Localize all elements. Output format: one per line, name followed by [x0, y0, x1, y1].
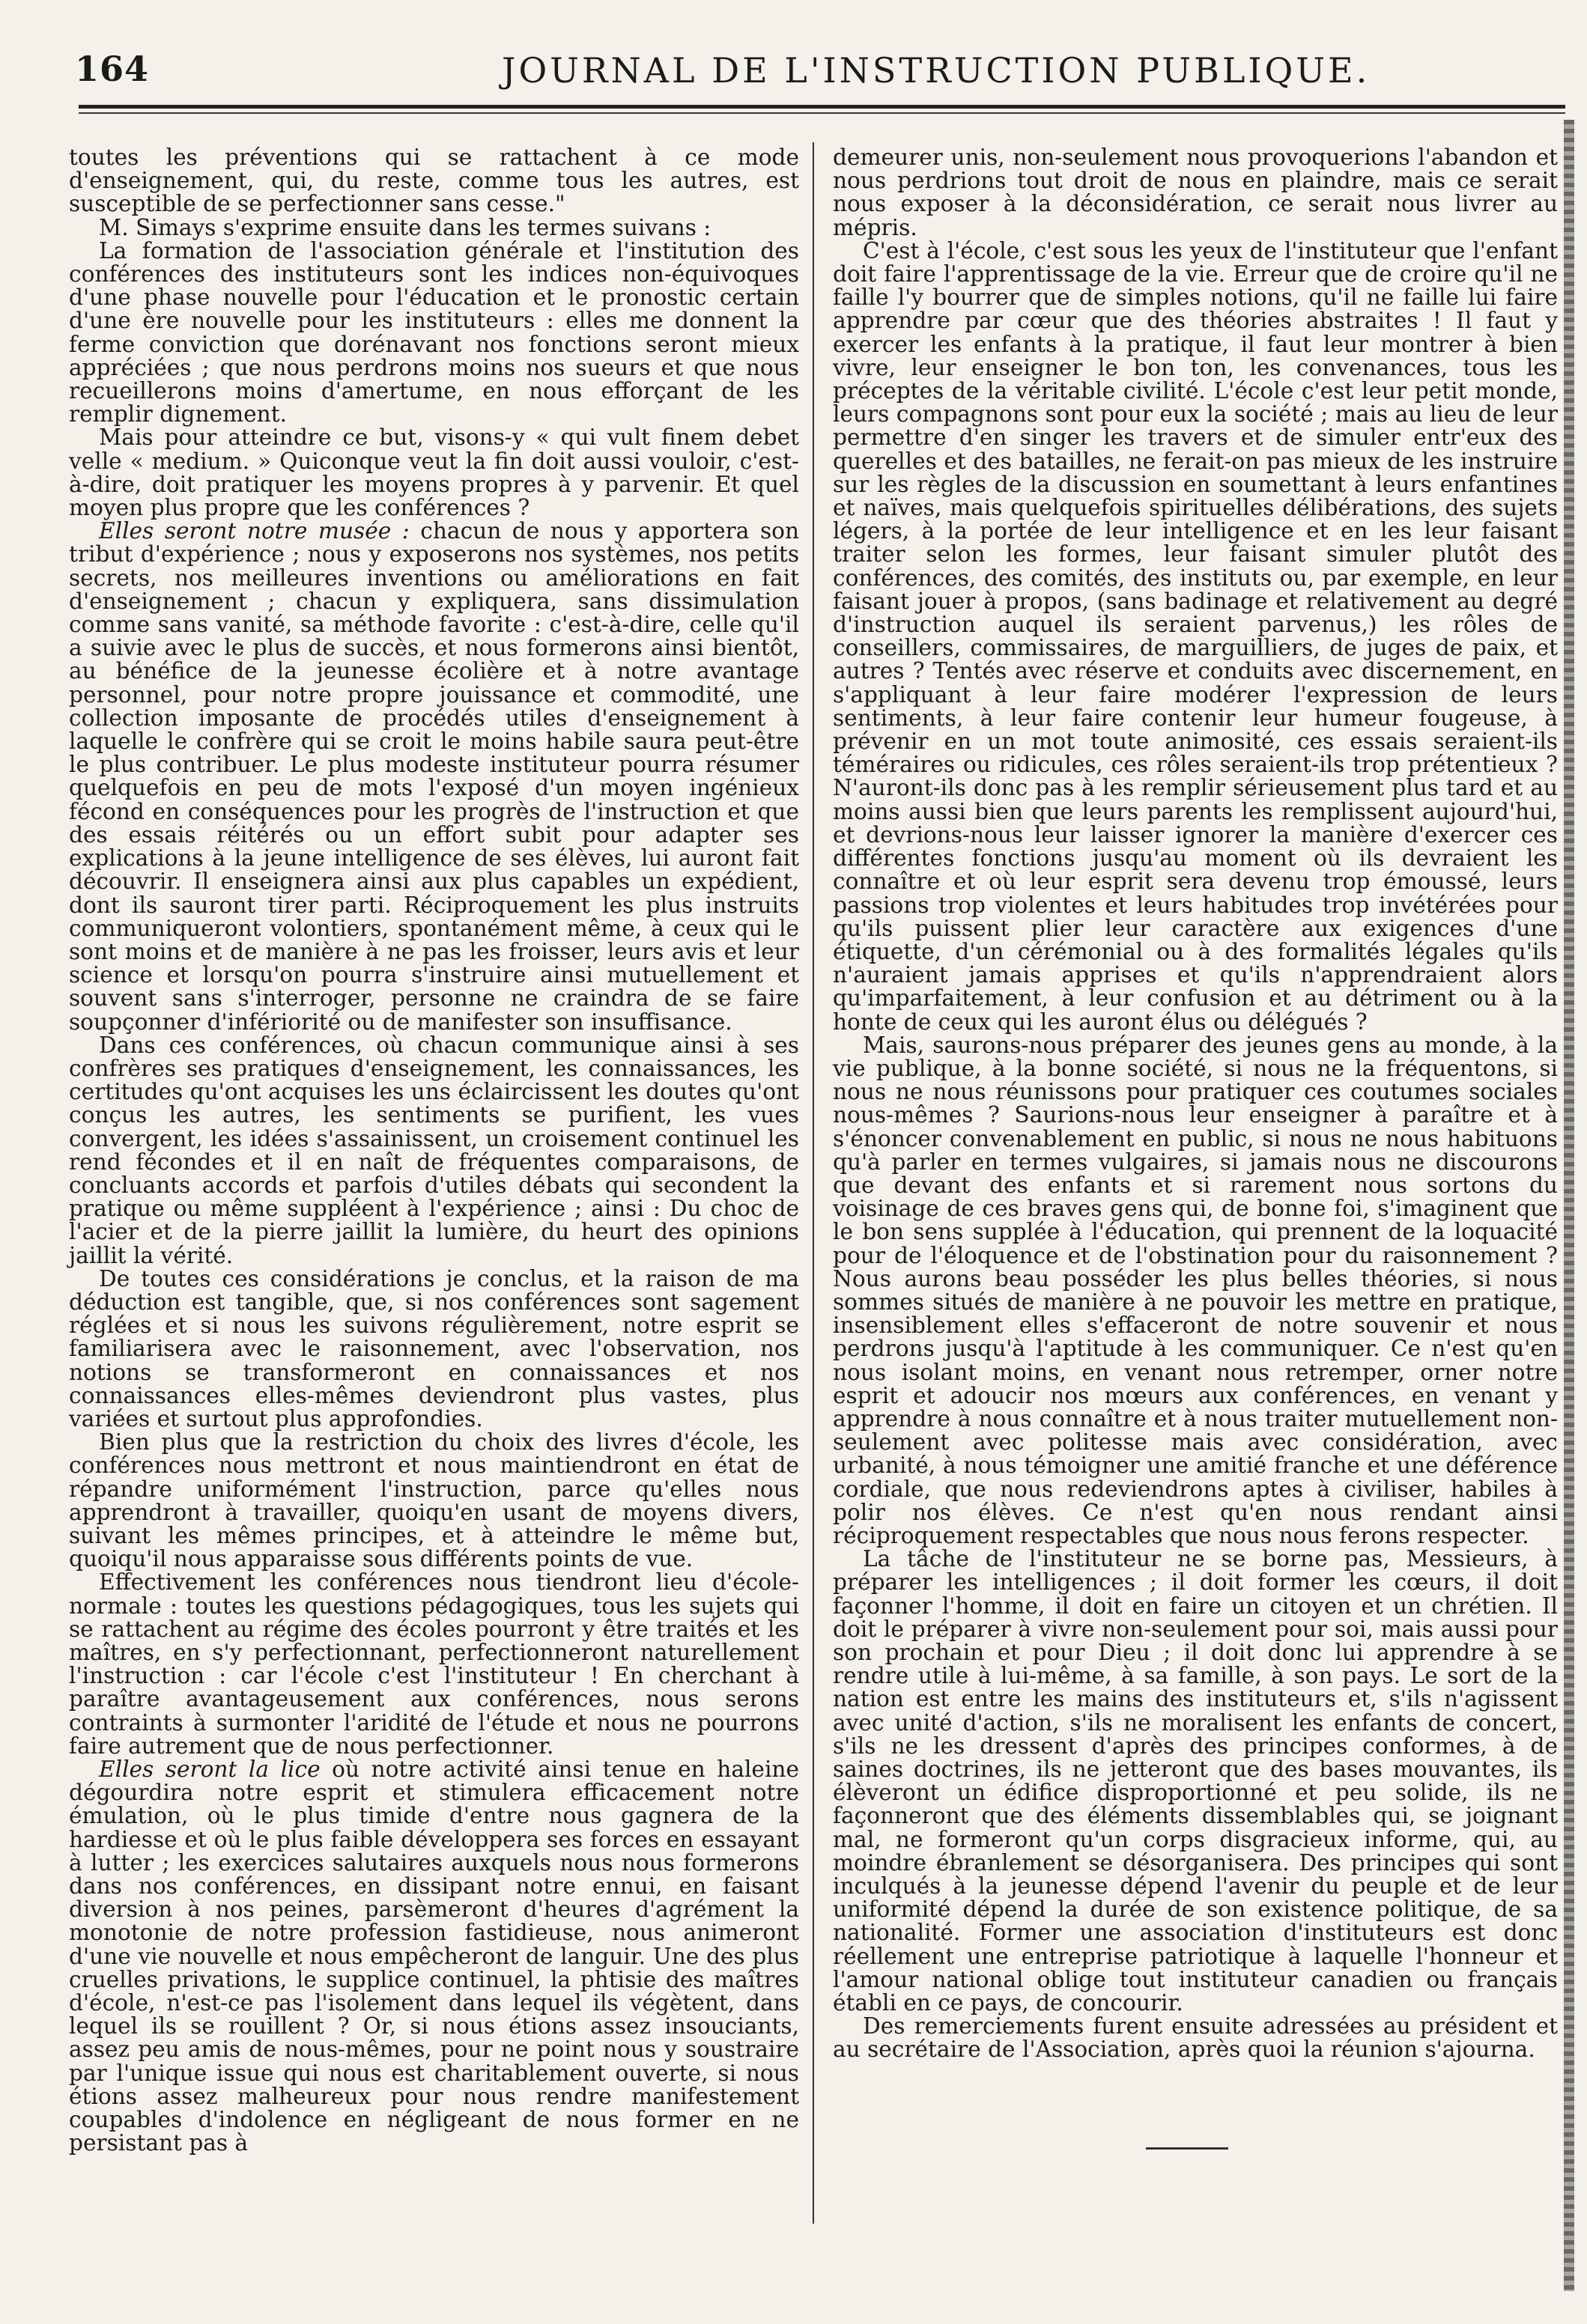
left-paragraph-10 [69, 1758, 799, 2155]
page-edge-binding [1564, 120, 1574, 2291]
right-paragraph-1: demeurer unis, non-seulement nous provoquerions l'abandon et nous perdrions tout droit de nous en plaindre, mais ce serait nous exposer à la déconsidération, ce serait nous livrer au mépris. [833, 145, 1558, 240]
right-paragraph-3: Mais, saurons-nous préparer des jeunes gens au monde, à la vie publique, à la bonne société, si nous ne la fréquentons, si nous ne nous réunissons pour pratiquer ces coutumes sociales nous-mêmes ? Saurions-nous leur enseigner à paraître et à s'énoncer convenablement en public, si nous ne nous habituons qu'à parler en termes vulgaires, si jamais nous ne discourons que devant des enfants et si rarement nous sortons du voisinage de ces braves gens qui, de bonne foi, s'imaginent que le bon sens supplée à l'éducation, qui prennent de la loquacité pour de l'éloquence et de l'obstination pour du raisonnement ? Nous aurons beau posséder les plus belles théories, si nous sommes situés de manière à ne pouvoir les mettre en pratique, insensiblement elles s'effaceront de notre souvenir et nous perdrons jusqu'à l'aptitude à les communiquer. Ce n'est qu'en nous isolant moins, en venant nous retremper, orner notre esprit et adoucir nos mœurs aux conférences, en venant y apprendre à nous connaître et à nous traiter mutuellement non-seulement avec politesse mais avec considération, avec urbanité, à nous témoigner une amitié franche et une déférence cordiale, que nous redeviendrons aptes à civiliser, habiles à polir nos élèves. Ce n'est qu'en nous rendant ainsi réciproquement respectables que nous nous ferons respecter. [833, 1032, 1558, 1548]
left-paragraph-5 [69, 520, 799, 1033]
left-paragraph-3: La formation de l'association générale et l'institution des conférences des instituteurs sont les indices non-équivoques d'une phase nouvelle pour l'éducation et le pronostic certain d'une ère nouvelle pour les instituteurs : elles me donnent la ferme conviction que dorénavant nos fonctions seront mieux appréciées ; que nous perdrons moins nos sueurs et que nous recueillerons moins d'amertume, en nous efforçant de les remplir dignement. [69, 237, 799, 428]
column-divider [813, 142, 814, 2224]
end-of-article-rule [1146, 2147, 1228, 2150]
left-paragraph-5-body: chacun de nous y apportera son tribut d'expérience ; nous y exposerons nos systèmes, nos petits secrets, nos meilleures inventions ou améliorations en fait d'enseignement ; chacun y expliquera, sans dissimulation comme sans vanité, sa méthode favorite : c'est-à-dire, celle qu'il a suivie avec le plus de succès, et nous formerons ainsi bientôt, au bénéfice de la jeunesse écolière et à notre avantage personnel, pour notre propre jouissance et commodité, une collection imposante de procédés utiles d'enseignement à laquelle le confrère qui se croit le moins habile saura peut-être le plus contribuer. Le plus modeste instituteur pourra résumer quelquefois en peu de mots l'exposé d'un moyen ingénieux fécond en conséquences pour les progrès de l'instruction et que des essais réitérés ou un effort subit pour adapter ses explications à la jeune intelligence de ses élèves, lui auront fait découvrir. Il enseignera ainsi aux plus capables un expédient, dont ils sauront tirer parti. Réciproquement les plus instruits communiqueront volontiers, spontanément même, à ceux qui le sont moins et de manière à ne pas les froisser, leurs avis et leur science et lorsqu'on pourra s'instruire ainsi mutuellement et souvent sans s'interroger, personne ne craindra de se faire soupçonner d'infériorité ou de manifester son insuffisance. [69, 518, 800, 1035]
right-column [833, 146, 1558, 2062]
left-paragraph-4: Mais pour atteindre ce but, visons-y « qui vult finem debet velle « medium. » Quiconque veut la fin doit aussi vouloir, c'est-à-dire, doit pratiquer les moyens propres à y parvenir. Et quel moyen plus propre que les conférences ? [69, 425, 799, 521]
header-rule-thick [79, 105, 1565, 109]
right-paragraph-5: Des remerciements furent ensuite adressées au président et au secrétaire de l'Association, après quoi la réunion s'ajourna. [833, 2013, 1558, 2063]
header-rule-thin [79, 112, 1565, 114]
right-paragraph-2: C'est à l'école, c'est sous les yeux de l'instituteur que l'enfant doit faire l'apprentissage de la vie. Erreur que de croire qu'il ne faille l'y bourrer que de simples notions, qu'il ne faille lui faire apprendre par cœur que des théories abstraites ! Il faut y exercer les enfants à la pratique, il faut leur montrer à bien vivre, leur enseigner le bon ton, les convenances, tous les préceptes de la véritable civilité. L'école c'est leur petit monde, leurs compagnons sont pour eux la société ; mais au lieu de leur permettre d'en singer les travers et de simuler entr'eux des querelles et des batailles, ne ferait-on pas mieux de les instruire sur les règles de la discussion en soumettant à leurs enfantines et naïves, mais quelquefois spirituelles délibérations, des sujets légers, à la portée de leur intelligence et en les leur faisant traiter selon les formes, leur faisant simuler plutôt des conférences, des comités, des instituts ou, par exemple, en leur faisant jouer à propos, (sans badinage et relativement au degré d'instruction auquel ils seraient parvenus,) les rôles de conseillers, commissaires, de marguilliers, de juges de paix, et autres ? Tentés avec réserve et conduits avec discernement, en s'appliquant à leur faire modérer l'expression de leurs sentiments, à leur faire contenir leur humeur fougeuse, à prévenir en un mot toute animosité, ces essais seraient-ils téméraires ou ridicules, ces rôles seraient-ils trop prétentieux ? N'auront-ils donc pas à les remplir sérieusement plus tard et au moins aussi bien que leurs parents les remplissent aujourd'hui, et devrions-nous leur laisser ignorer la manière d'exercer ces différentes fonctions jusqu'au moment où ils devraient les connaître et où leur esprit sera devenu trop émoussé, leurs passions trop violentes et leurs habitudes trop invétérées pour qu'ils puissent plier leur caractère aux exigences d'une étiquette, d'un cérémonial ou à des formalités légales qu'ils n'auraient jamais apprises et qu'ils n'apprendraient alors qu'imparfaitement, à leur confusion et au détriment ou à la honte de ceux qui les auront élus ou délégués ? [833, 237, 1558, 1035]
left-paragraph-6: Dans ces conférences, où chacun communique ainsi à ses confrères ses pratiques d'enseignement, les connaissances, les certitudes qu'ont acquises les uns éclaircissent les doutes qu'ont conçus les autres, les sentiments se purifient, les vues convergent, les idées s'assainissent, un croisement continuel les rend fécondes et il en naît de fréquentes comparaisons, de concluants accords et parfois d'utiles débats qui secondent la pratique ou même suppléent à l'expérience ; ainsi : Du choc de l'acier et de la pierre jaillit la lumière, du heurt des opinions jaillit la vérité. [69, 1032, 799, 1268]
left-paragraph-1: toutes les préventions qui se rattachent à ce mode d'enseignement, qui, du reste, comme tous les autres, est susceptible de se perfectionner sans cesse." [69, 145, 799, 217]
left-paragraph-7: De toutes ces considérations je conclus, et la raison de ma déduction est tangible, que, si nos conférences sont sagement réglées et si nous les suivons régulièrement, notre esprit se familiarisera avec le raisonnement, avec l'observation, nos notions se transformeront en connaissances et nos connaissances elles-mêmes deviendront plus vastes, plus variées et surtout plus approfondies. [69, 1265, 799, 1432]
left-column [69, 146, 799, 2155]
left-paragraph-5-lead: Elles seront notre musée : [99, 518, 410, 544]
left-paragraph-8: Bien plus que la restriction du choix des livres d'école, les conférences nous mettront et nous maintiendront en état de répandre uniformément l'instruction, parce qu'elles nous apprendront à travailler, quoiqu'en usant de moyens divers, suivant les mêmes principes, et à atteindre le même but, quoiqu'il nous apparaisse sous différents points de vue. [69, 1429, 799, 1572]
left-paragraph-2: M. Simays s'exprime ensuite dans les termes suivans : [99, 214, 711, 240]
page-header [75, 41, 1558, 101]
page-number: 164 [75, 49, 150, 89]
right-paragraph-4: La tâche de l'instituteur ne se borne pas, Messieurs, à préparer les intelligences ; il doit former les cœurs, il doit façonner l'homme, il doit en faire un citoyen et un chrétien. Il doit le préparer à vivre non-seulement pour soi, mais aussi pour son prochain et pour Dieu ; il doit donc lui apprendre à se rendre utile à lui-même, à sa famille, à son pays. Le sort de la nation est entre les mains des instituteurs et, s'ils n'agissent avec unité d'action, s'ils ne moralisent les enfants de concert, s'ils ne les dressent d'après des principes conformes, à de saines doctrines, ils ne jetteront que des bases mouvantes, ils élèveront un édifice disproportionné et peu solide, ils ne façonneront que des éléments dissemblables qui, se joignant mal, ne formeront qu'un corps disgracieux informe, qui, au moindre ébranlement se désorganisera. Des principes qui sont inculqués à la jeunesse dépend l'avenir du peuple et de leur uniformité dépend la durée de son existence politique, de sa nationalité. Former une association d'instituteurs est donc réellement une entreprise patriotique à laquelle l'honneur et l'amour national oblige tout instituteur canadien ou français établi en ce pays, de concourir. [833, 1546, 1558, 2016]
left-paragraph-10-body: où notre activité ainsi tenue en haleine dégourdira notre esprit et stimulera efficacement notre émulation, où le plus timide d'entre nous gagnera de la hardiesse et où le plus faible développera ses forces en essayant à lutter ; les exercices salutaires auxquels nous nous formerons dans nos conférences, en dissipant notre ennui, en faisant diversion à nos peines, parsèmeront d'heures d'agrément la monotonie de notre profession fastidieuse, nous animeront d'une vie nouvelle et nous empêcheront de languir. Une des plus cruelles privations, le supplice continuel, la phtisie des maîtres d'école, n'est-ce pas l'isolement dans lequel ils végètent, dans lequel ils se rouillent ? Or, si nous étions assez insouciants, assez peu amis de nous-mêmes, pour ne point nous y soustraire par l'unique issue qui nous est charitablement ouverte, si nous étions assez malheureux pour nous rendre manifestement coupables d'indolence en négligeant de nous former en ne persistant pas à [69, 1756, 799, 2156]
running-title: JOURNAL DE L'INSTRUCTION PUBLIQUE. [502, 50, 1371, 91]
left-paragraph-9: Effectivement les conférences nous tiendront lieu d'école-normale : toutes les questions pédagogiques, tous les sujets qui se rattachent au régime des écoles pourront y être traités et les maîtres, en s'y perfectionnant, perfectionneront naturellement l'instruction : car l'école c'est l'instituteur ! En cherchant à paraître avantageusement aux conférences, nous serons contraints à surmonter l'aridité de l'étude et nous ne pourrons faire autrement que de nous perfectionner. [69, 1569, 799, 1759]
left-paragraph-10-lead: Elles seront la lice [99, 1756, 321, 1783]
